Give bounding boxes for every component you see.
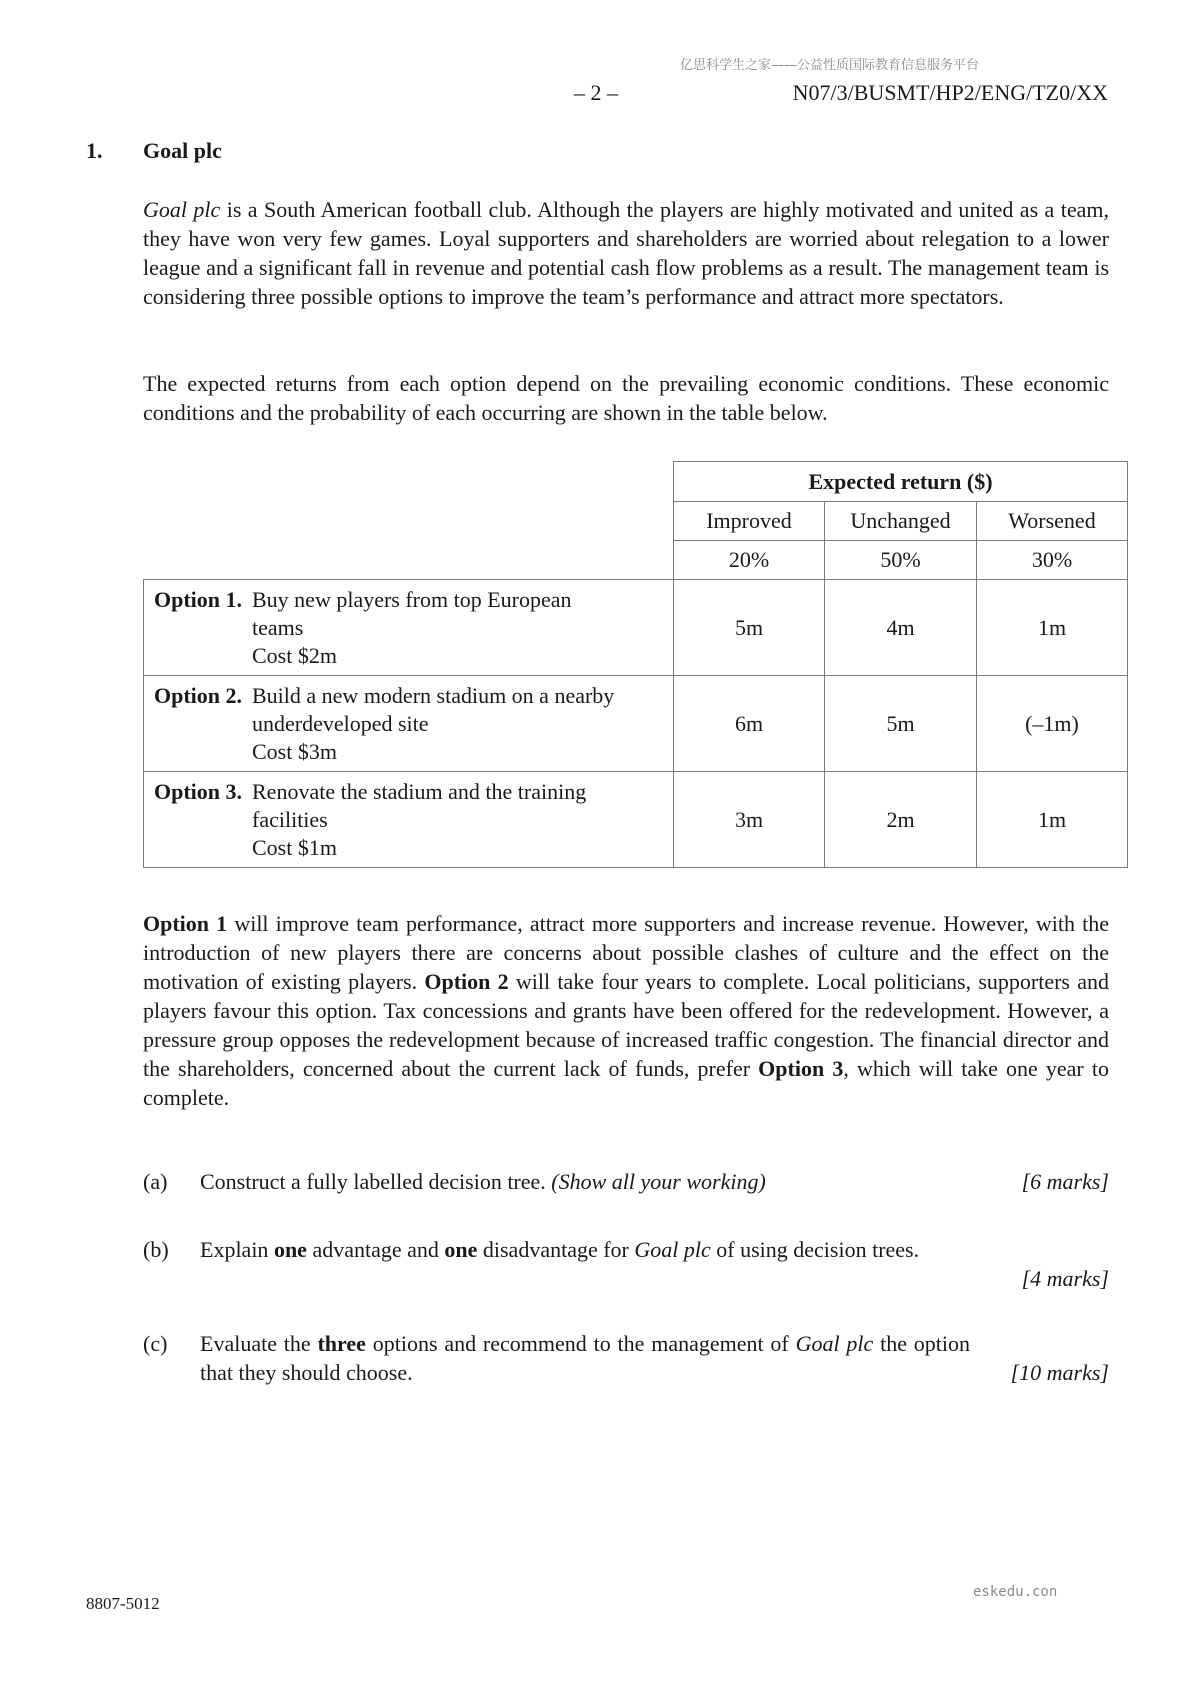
option-name: Option 1.: [153, 586, 243, 612]
option-description: facilities: [252, 806, 328, 832]
page-number: – 2 –: [574, 80, 618, 105]
probability-cell: 50%: [825, 541, 977, 580]
subquestion-text-part: disadvantage for: [477, 1237, 635, 1262]
company-name: Goal plc: [634, 1237, 711, 1262]
subquestion-text-part: Evaluate the: [200, 1331, 318, 1356]
option-description: Buy new players from top European: [252, 586, 572, 612]
option-ref: Option 1: [143, 911, 228, 936]
return-cell: 2m: [825, 772, 977, 868]
intro-text: is a South American football club. Although the players are highly motivated and united as a team, they have won very few games. Loyal supporters and shareholders are worried about relegation to a lower league and a significant fall in revenue and potential cash flow problems as a result. The management team is considering three possible options to improve the team’s performance and attract more spectators.: [143, 197, 1109, 309]
probability-cell: 30%: [977, 541, 1128, 580]
expected-return-header: Expected return ($): [674, 462, 1128, 502]
marks-label: [6 marks]: [1021, 1169, 1109, 1194]
subquestion-text-part: of using decision trees.: [710, 1237, 920, 1262]
discussion-text: will take four years to complete. Local politicians, supporters and players favour this option. Tax concessions and grants have been offered for the redevelopment. However, a pressure group opposes the redevelopment because of increased traffic congestion. The financial director and the shareholders, concerned about the current lack of funds, prefer: [143, 969, 1109, 1081]
subquestion-text-part: options and recommend to the management of: [365, 1331, 796, 1356]
subquestion-emphasis: one: [444, 1237, 478, 1262]
probability-cell: 20%: [674, 541, 825, 580]
option-cost: Cost $1m: [252, 834, 337, 860]
return-cell: 5m: [674, 580, 825, 676]
company-name: Goal plc: [143, 197, 221, 222]
option-ref: Option 3: [758, 1056, 844, 1081]
marks-label: [10 marks]: [1010, 1360, 1109, 1385]
option-name: Option 2.: [153, 682, 243, 708]
subquestion-instruction: (Show all your working): [551, 1169, 766, 1194]
subquestion-text: [200, 1329, 970, 1387]
expected-returns-table: [143, 461, 1128, 868]
subquestion-text: [200, 1235, 970, 1264]
option-description: Build a new modern stadium on a nearby: [252, 682, 615, 708]
table-row: [144, 580, 1128, 676]
subquestion-text-part: advantage and: [306, 1237, 445, 1262]
marks-label: [4 marks]: [1021, 1266, 1109, 1291]
condition-header: Unchanged: [825, 502, 977, 541]
subquestion-text: [200, 1167, 970, 1196]
option-ref: Option 2: [424, 969, 509, 994]
question-title: Goal plc: [143, 138, 222, 163]
intro-paragraph: [143, 195, 1109, 311]
option-label-cell: [144, 772, 674, 868]
condition-header: Worsened: [977, 502, 1128, 541]
return-cell: 5m: [825, 676, 977, 772]
subquestion-text-part: Explain: [200, 1237, 274, 1262]
return-cell: 3m: [674, 772, 825, 868]
document-code: N07/3/BUSMT/HP2/ENG/TZ0/XX: [792, 80, 1108, 105]
conditions-paragraph: The expected returns from each option depend on the prevailing economic conditions. These economic conditions and the probability of each occurring are shown in the table below.: [143, 371, 1109, 425]
table-row: [144, 676, 1128, 772]
option-label-cell: [144, 580, 674, 676]
return-cell: 6m: [674, 676, 825, 772]
condition-header: Improved: [674, 502, 825, 541]
subquestion-letter: (a): [143, 1169, 168, 1194]
question-number: 1.: [86, 138, 103, 163]
subquestion-text-part: Construct a fully labelled decision tree.: [200, 1169, 552, 1194]
option-label-cell: [144, 676, 674, 772]
option-description: teams: [252, 614, 304, 640]
option-cost: Cost $2m: [252, 642, 337, 668]
table-row: [144, 772, 1128, 868]
footer-code: 8807-5012: [86, 1594, 160, 1613]
option-name: Option 3.: [153, 778, 243, 804]
footer-watermark: eskedu.con: [973, 1584, 1058, 1600]
subquestion-letter: (c): [143, 1331, 168, 1356]
return-cell: (–1m): [977, 676, 1128, 772]
header-watermark: 亿思科学生之家——公益性质国际教育信息服务平台: [680, 58, 980, 73]
discussion-text: , which will take one year to complete.: [143, 1056, 1109, 1110]
options-discussion-paragraph: [143, 909, 1109, 1112]
company-name: Goal plc: [795, 1331, 874, 1356]
subquestion-text-part: the option that they should choose.: [200, 1331, 970, 1385]
return-cell: 1m: [977, 772, 1128, 868]
subquestion-emphasis: one: [273, 1237, 307, 1262]
return-cell: 1m: [977, 580, 1128, 676]
discussion-text: will improve team performance, attract more supporters and increase revenue. However, with the introduction of new players there are concerns about possible clashes of culture and the effect on the motivation of existing players.: [143, 911, 1109, 994]
subquestion-letter: (b): [143, 1237, 169, 1262]
option-cost: Cost $3m: [252, 738, 337, 764]
subquestion-emphasis: three: [317, 1331, 366, 1356]
option-description: underdeveloped site: [252, 710, 429, 736]
option-description: Renovate the stadium and the training: [252, 778, 587, 804]
return-cell: 4m: [825, 580, 977, 676]
table-blank-corner: [144, 462, 674, 580]
